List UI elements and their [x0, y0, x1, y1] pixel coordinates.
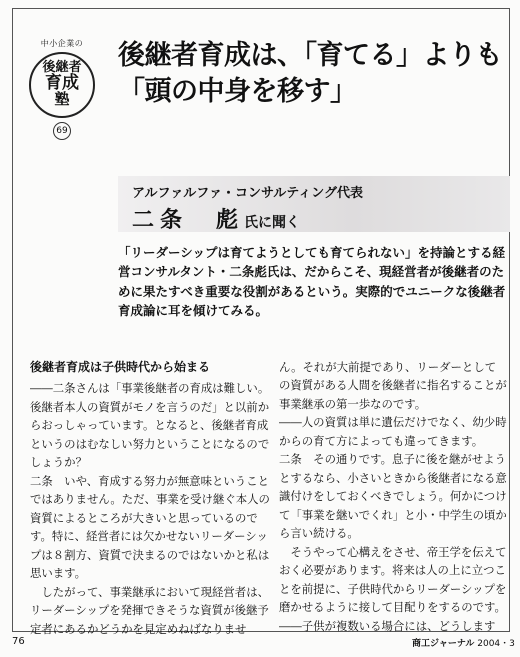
body-paragraph: ――二条さんは「事業後継者の育成は難しい。後継者本人の資質がモノを言うのだ」と以前からおっしゃっています。となると、後継者育成というのはむなしい努力ということになるのでしょうか？: [30, 381, 270, 470]
interviewee-name-line: [132, 203, 496, 234]
series-badge-circle: [29, 52, 95, 118]
issue-date: 2004・3: [477, 639, 515, 649]
magazine-footer: [412, 636, 515, 649]
lead-paragraph: 「リーダーシップは育てようとしても育てられない」を持論とする経営コンサルタント・二条彪氏は、だからこそ、現経営者が後継者のために果たすべき重要な役割があるという。実際的でユニークな後継者育成論に耳を傾けてみる。: [118, 245, 506, 319]
series-title-line1: 後継者: [42, 60, 82, 75]
series-title-line2: 育成: [45, 72, 79, 93]
series-title-line3: 塾: [54, 90, 70, 109]
magazine-name: 商工ジャーナル: [412, 639, 475, 649]
body-paragraph: そうやって心構えをさせ、帝王学を伝えておく必要があります。将来は人の上に立つことを前提に、子供時代からリーダーシップを磨かせるように接して目配りをするのです。: [279, 544, 507, 615]
body-paragraph: ん。それが大前提であり、リーダーとしての資質がある人間を後継者に指名することが事業継承の第一歩なのです。: [279, 360, 507, 411]
body-paragraph: したがって、事業継承において現経営者は、リーダーシップを発揮できそうな資質が後継予定者にあるかどうかを見定めねばなりませ: [30, 584, 269, 636]
article-headline: [118, 38, 508, 109]
body-paragraph: 二条 その通りです。息子に後を継がせようとするなら、小さいときから後継者になる意識付けをしておくべきでしょう。何かにつけて「事業を継いでくれ」と小・中学生の頃から言い続ける。: [279, 452, 507, 541]
body-paragraph: ――人の資質は単に遺伝だけでなく、幼少時からの育て方によっても違ってきます。: [279, 415, 507, 448]
interviewee-byline: [118, 176, 510, 232]
section-subhead: 後継者育成は子供時代から始まる: [30, 360, 211, 374]
headline-line2: 「頭の中身を移す」: [118, 75, 357, 107]
left-column: [30, 358, 270, 638]
headline-line1: 後継者育成は、「育てる」よりも: [118, 40, 502, 71]
body-paragraph: ――子供が複数いる場合には、どうします: [279, 618, 496, 633]
right-column: [279, 358, 507, 635]
interviewee-name: 二条 彪: [132, 208, 245, 233]
interviewee-suffix: 氏に聞く: [244, 215, 301, 231]
page-number: 76: [12, 636, 25, 647]
series-badge: [24, 38, 100, 136]
series-number: 69: [53, 122, 71, 140]
body-paragraph: 二条 いや、育成する努力が無意味ということではありません。ただ、事業を受け継ぐ本人の資質によるところが大きいと思っているのです。特に、経営者には欠かせないリーダーシップは８割方、資質で決まるのではないかと私は思います。: [30, 473, 270, 581]
series-label: 中小企業の: [40, 39, 84, 48]
interviewee-organization: アルファルファ・コンサルティング代表: [132, 186, 364, 201]
